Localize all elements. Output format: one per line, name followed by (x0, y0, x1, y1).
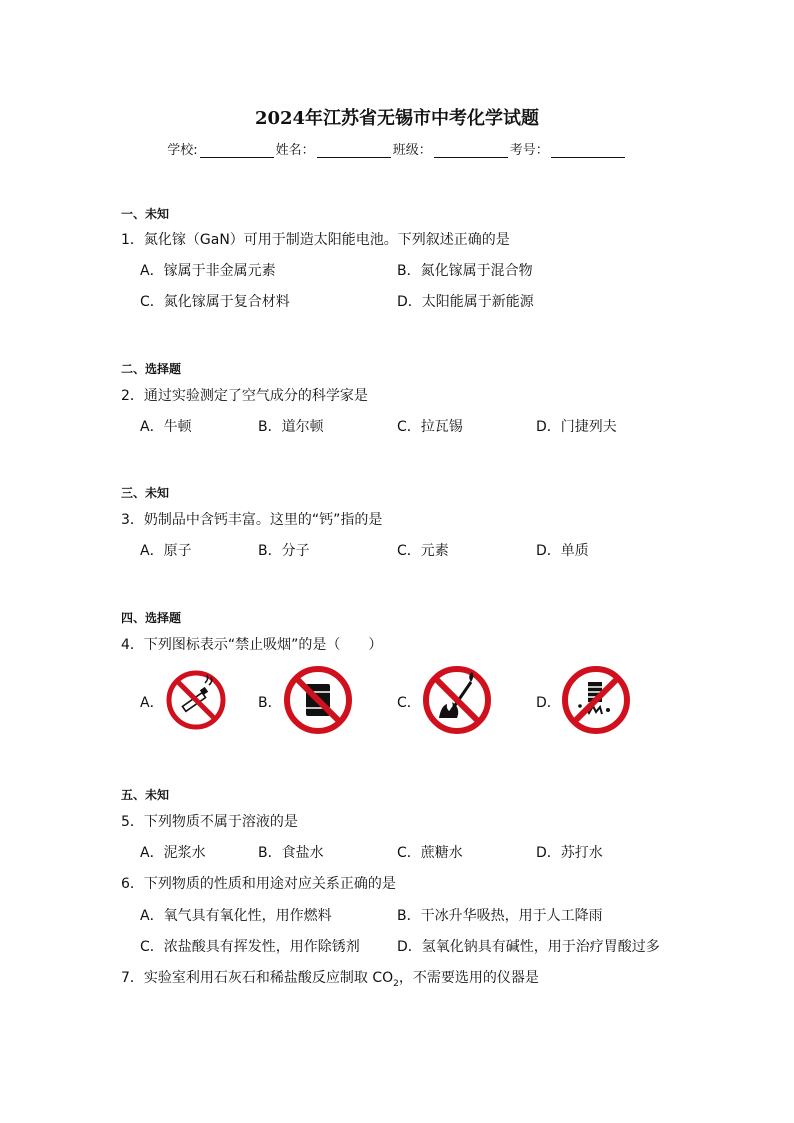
question-3-option-c: C．元素 (397, 543, 449, 559)
school-label: 学校: (167, 143, 198, 158)
school-blank (200, 144, 274, 158)
question-5-option-d: D．苏打水 (536, 845, 603, 861)
no-fireworks-sign-icon (560, 664, 632, 736)
student-info-line (0, 139, 794, 158)
question-4-option-d-label: D． (536, 695, 561, 711)
exam-no-blank (551, 144, 625, 158)
question-4-option-c-label: C． (397, 695, 421, 711)
question-6-option-c: C．浓盐酸具有挥发性，用作除锈剂 (140, 939, 360, 955)
question-4-option-b-label: B． (258, 695, 282, 711)
question-5-option-a: A．泥浆水 (140, 845, 206, 861)
question-3-stem: 3．奶制品中含钙丰富。这里的“钙”指的是 (121, 512, 383, 528)
question-7-stem (121, 967, 539, 989)
section-heading-5: 五、未知 (121, 788, 170, 802)
question-1-option-c: C．氮化镓属于复合材料 (140, 294, 290, 310)
section-heading-4: 四、选择题 (121, 611, 182, 625)
question-2-option-b: B．道尔顿 (258, 419, 324, 435)
question-6-option-b: B．干冰升华吸热，用于人工降雨 (397, 908, 603, 924)
section-heading-3: 三、未知 (121, 486, 170, 500)
exam-no-label: 考号： (509, 143, 549, 158)
question-2-stem: 2．通过实验测定了空气成分的科学家是 (121, 388, 368, 404)
question-6-option-a: A．氧气具有氧化性，用作燃料 (140, 908, 332, 924)
question-4-stem: 4．下列图标表示“禁止吸烟”的是（ ） (121, 637, 383, 653)
question-2-option-d: D．门捷列夫 (536, 419, 617, 435)
question-6-option-d: D．氢氧化钠具有碱性，用于治疗胃酸过多 (397, 939, 660, 955)
question-1-stem: 1．氮化镓（GaN）可用于制造太阳能电池。下列叙述正确的是 (121, 232, 510, 248)
question-1-option-b: B．氮化镓属于混合物 (397, 263, 533, 279)
question-5-stem: 5．下列物质不属于溶液的是 (121, 814, 298, 830)
question-2-option-c: C．拉瓦锡 (397, 419, 463, 435)
no-smoking-sign-icon (165, 669, 227, 731)
page-title: 2024年江苏省无锡市中考化学试题 (254, 108, 540, 129)
question-7-subscript: 2 (393, 978, 399, 989)
question-4-option-a-label: A． (140, 695, 164, 711)
no-fuel-barrel-sign-icon (282, 664, 354, 736)
question-3-option-d: D．单质 (536, 543, 589, 559)
class-blank (434, 144, 508, 158)
question-3-option-a: A．原子 (140, 543, 192, 559)
question-7-stem-before: 7．实验室利用石灰石和稀盐酸反应制取 CO (121, 970, 394, 986)
question-7-stem-after: ，不需要选用的仪器是 (398, 970, 539, 986)
question-1-option-a: A．镓属于非金属元素 (140, 263, 276, 279)
question-2-option-a: A．牛顿 (140, 419, 192, 435)
question-5-option-c: C．蔗糖水 (397, 845, 463, 861)
section-heading-1: 一、未知 (121, 207, 170, 221)
class-label: 班级： (392, 143, 432, 158)
question-3-option-b: B．分子 (258, 543, 310, 559)
section-heading-2: 二、选择题 (121, 362, 182, 376)
question-5-option-b: B．食盐水 (258, 845, 324, 861)
no-open-flame-sign-icon (421, 664, 493, 736)
name-label: 姓名： (275, 143, 315, 158)
question-1-option-d: D．太阳能属于新能源 (397, 294, 534, 310)
question-6-stem: 6．下列物质的性质和用途对应关系正确的是 (121, 876, 396, 892)
name-blank (317, 144, 391, 158)
